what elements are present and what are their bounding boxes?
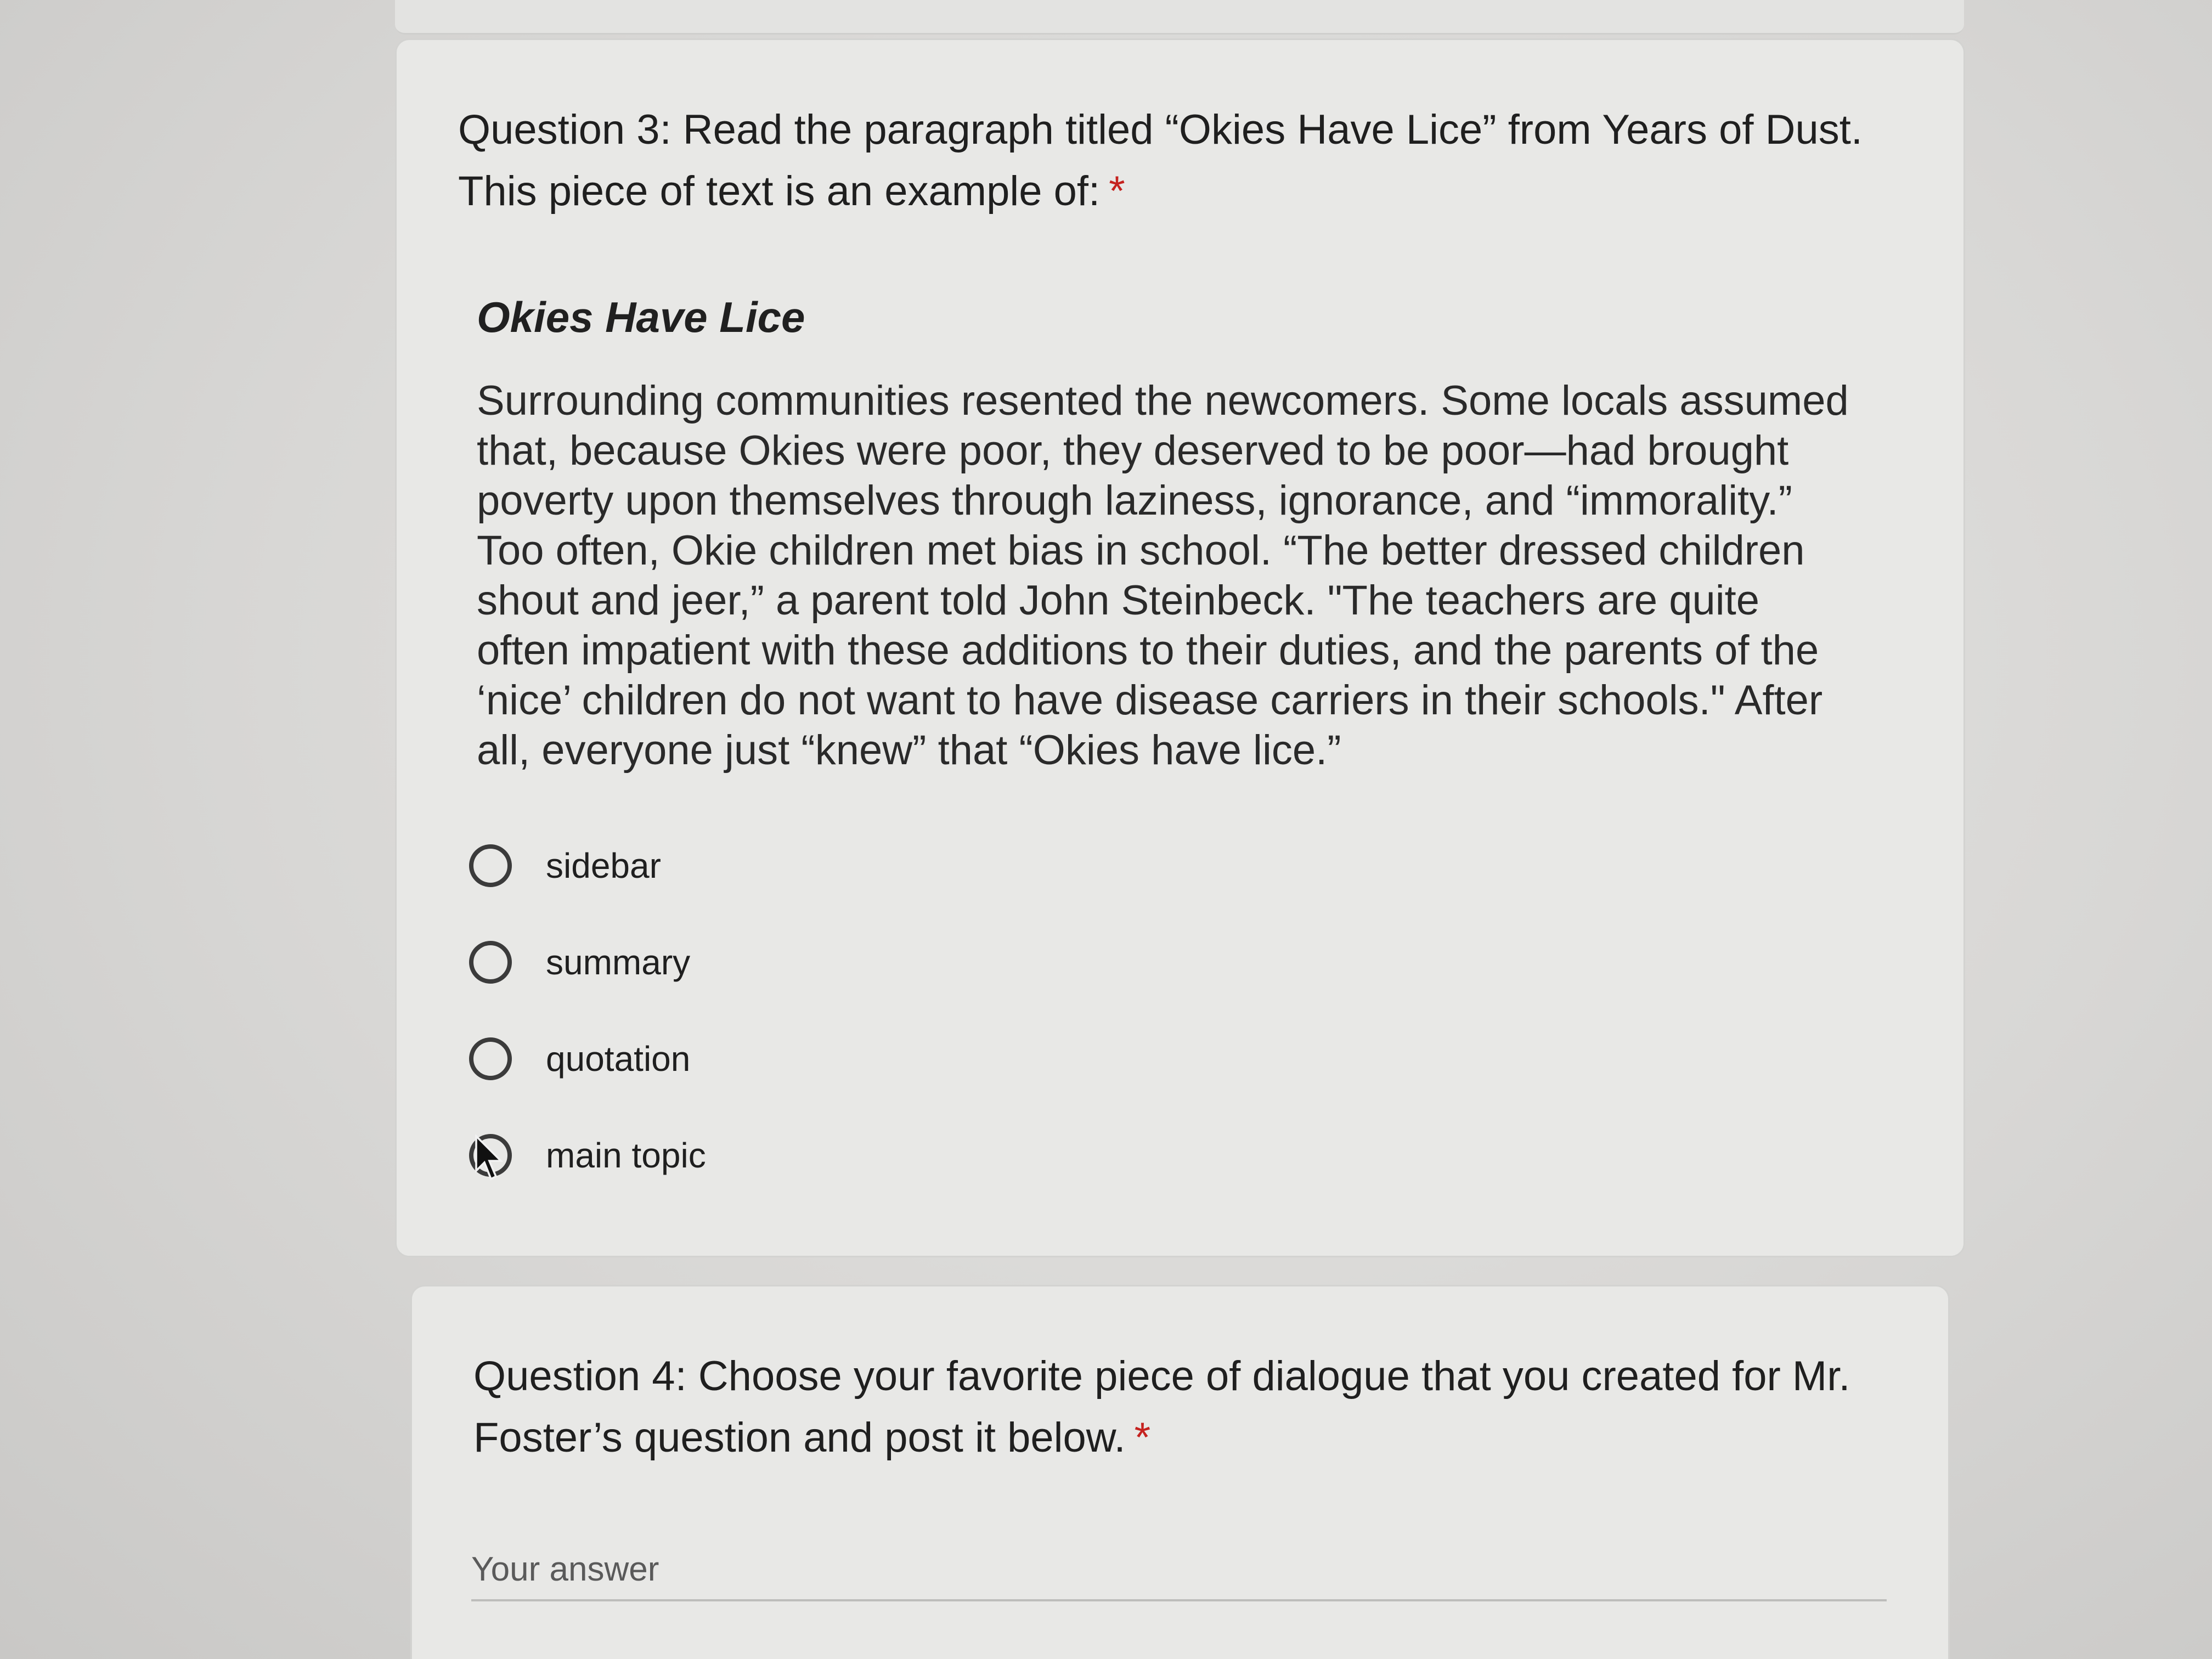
option-label: sidebar [546,846,661,885]
radio-button-unchecked-icon[interactable] [469,1037,512,1080]
article-line: poverty upon themselves through laziness, ignorance, and “immorality.” [477,477,1792,524]
question-3-text: Question 3: Read the paragraph titled “Okies Have Lice” from Years of Dust. This piece of text is an example of: [458,106,1863,215]
article-line: often impatient with these additions to their duties, and the parents of the [477,627,1819,674]
article-line: all, everyone just “knew” that “Okies have lice.” [477,727,1341,774]
article-line: shout and jeer,” a parent told John Steinbeck. "The teachers are quite [477,577,1760,624]
radio-button-unchecked-icon[interactable] [469,844,512,887]
article-line: that, because Okies were poor, they deserved to be poor—had brought [477,427,1789,474]
question-4-title [473,1346,1889,1469]
option-sidebar[interactable] [469,836,661,896]
article-line: ‘nice’ children do not want to have disease carriers in their schools." After [477,677,1823,724]
article-line: Too often, Okie children met bias in school. “The better dressed children [477,527,1805,574]
mouse-pointer-icon [473,1135,506,1184]
required-asterisk: * [1109,168,1125,215]
question-3-card [395,38,1965,1257]
previous-question-card-edge [395,0,1964,35]
question-4-text: Question 4: Choose your favorite piece of dialogue that you created for Mr. Foster’s question and post it below. [473,1353,1850,1461]
article-paragraph [477,376,1881,775]
option-label: summary [546,943,691,982]
answer-text-field[interactable] [471,1539,1887,1601]
question-4-card [410,1285,1950,1659]
required-asterisk: * [1134,1414,1151,1461]
option-label: quotation [546,1039,691,1079]
question-3-title [458,99,1906,222]
radio-button-unchecked-icon[interactable] [469,941,512,984]
option-summary[interactable] [469,932,690,992]
option-label: main topic [546,1136,706,1175]
option-quotation[interactable] [469,1029,690,1089]
article-heading: Okies Have Lice [477,293,805,341]
article-line: Surrounding communities resented the newcomers. Some locals assumed [477,377,1849,424]
